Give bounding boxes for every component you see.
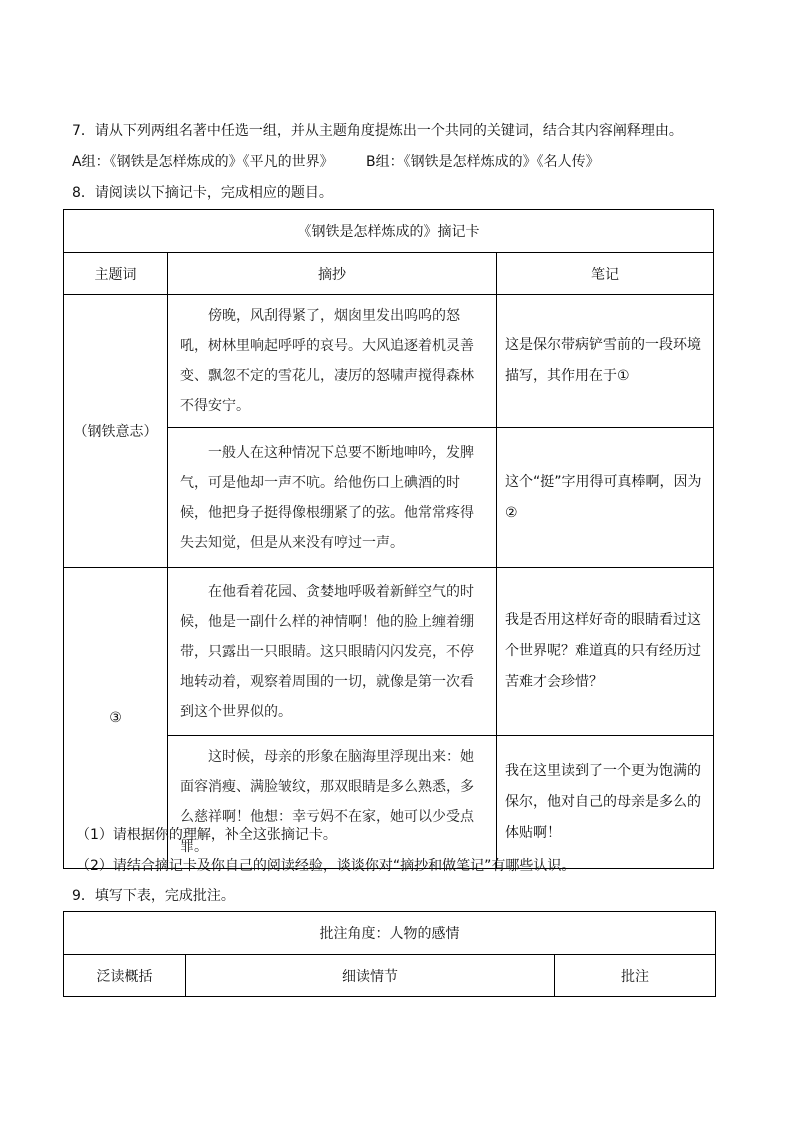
- excerpt-cell: 一般人在这种情况下总要不断地呻吟，发脾气，可是他却一声不吭。给他伤口上碘酒的时候，他把身子挺得像根绷紧了的弦。他常常疼得失去知觉，但是从来没有哼过一声。: [168, 428, 497, 568]
- card-title: 《钢铁是怎样炼成的》摘记卡: [64, 210, 714, 253]
- header-annotation: 批注: [555, 955, 716, 997]
- q8-sub2: （2）请结合摘记卡及你自己的阅读经验，谈谈你对“摘抄和做笔记”有哪些认识。: [76, 858, 576, 874]
- q7-group-a: A组：《钢铁是怎样炼成的》《平凡的世界》: [72, 154, 334, 170]
- annotation-title: 批注角度：人物的感情: [64, 912, 716, 955]
- note-cell: 这个“挺”字用得可真棒啊，因为②: [497, 428, 714, 568]
- excerpt-cell: 在他看着花园、贪婪地呼吸着新鲜空气的时候，他是一副什么样的神情啊！他的脸上缠着绷带，只露出一只眼睛。这只眼睛闪闪发亮，不停地转动着，观察着周围的一切，就像是第一次看到这个世界似的。: [168, 568, 497, 736]
- excerpt-card-table: [63, 209, 714, 869]
- note-cell: 这是保尔带病铲雪前的一段环境描写，其作用在于①: [497, 295, 714, 428]
- keyword-cell-1: （钢铁意志）: [64, 295, 168, 568]
- q8-prompt: 8．请阅读以下摘记卡，完成相应的题目。: [72, 185, 333, 201]
- q8-sub1: （1）请根据你的理解，补全这张摘记卡。: [76, 827, 337, 843]
- excerpt-cell: 傍晚，风刮得紧了，烟囱里发出呜呜的怒吼，树林里响起呼呼的哀号。大风追逐着机灵善变、飘忽不定的雪花儿，凄厉的怒啸声搅得森林不得安宁。: [168, 295, 497, 428]
- q9-prompt: 9．填写下表，完成批注。: [72, 888, 235, 904]
- header-skim-summary: 泛读概括: [64, 955, 186, 997]
- note-cell: 我在这里读到了一个更为饱满的保尔，他对自己的母亲是多么的体贴啊！: [497, 736, 714, 869]
- keyword-cell-2: ③: [64, 568, 168, 869]
- q7-group-b: B组：《钢铁是怎样炼成的》《名人传》: [366, 154, 600, 170]
- header-close-reading: 细读情节: [186, 955, 555, 997]
- excerpt-cell: 这时候，母亲的形象在脑海里浮现出来：她面容消瘦、满脸皱纹，那双眼睛是多么熟悉，多么慈祥啊！他想：幸亏妈不在家，她可以少受点罪。: [168, 736, 497, 869]
- q7-prompt: 7．请从下列两组名著中任选一组，并从主题角度提炼出一个共同的关键词，结合其内容阐释理由。: [72, 123, 683, 139]
- header-notes: 笔记: [497, 253, 714, 295]
- header-excerpt: 摘抄: [168, 253, 497, 295]
- annotation-table: [63, 911, 716, 997]
- note-cell: 我是否用这样好奇的眼睛看过这个世界呢？难道真的只有经历过苦难才会珍惜？: [497, 568, 714, 736]
- header-keyword: 主题词: [64, 253, 168, 295]
